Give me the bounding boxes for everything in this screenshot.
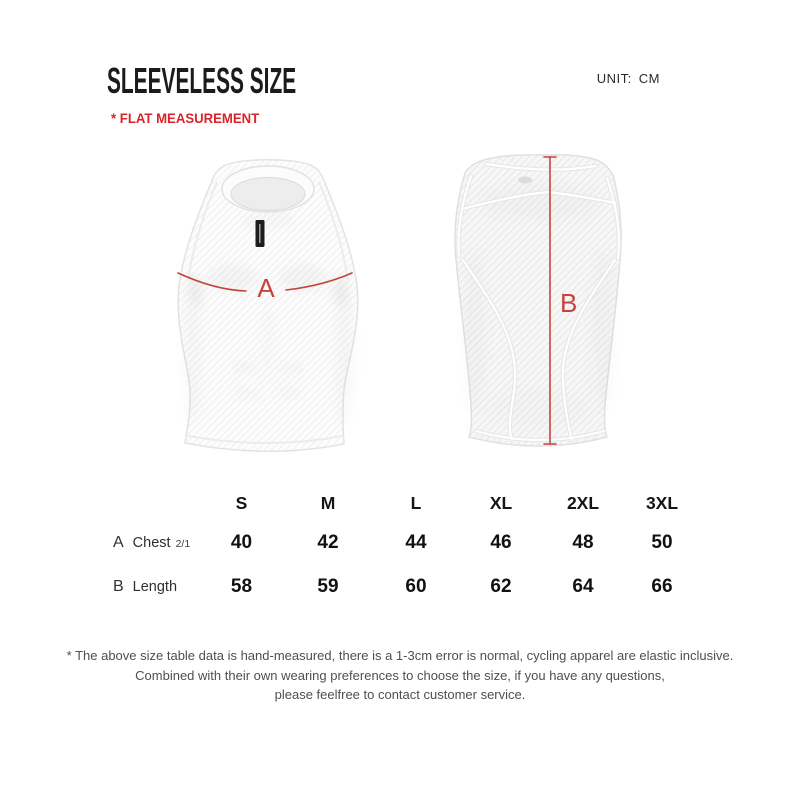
page-title-text: SLEEVELESS SIZE bbox=[107, 60, 297, 101]
row-name: Chest bbox=[132, 535, 171, 551]
size-column-header: 2XL bbox=[566, 492, 600, 513]
chest-value: 44 bbox=[405, 532, 427, 553]
disclaimer-line: please feelfree to contact customer service. bbox=[274, 687, 526, 702]
length-value: 62 bbox=[490, 575, 512, 597]
unit-indicator bbox=[560, 71, 660, 86]
size-column-header: L bbox=[410, 492, 422, 513]
back-logo-mark bbox=[518, 177, 532, 184]
length-value: 60 bbox=[405, 575, 427, 597]
chest-tag-icon bbox=[256, 220, 265, 247]
row-name: Length bbox=[132, 578, 178, 595]
row-suffix: 2/1 bbox=[175, 538, 191, 550]
size-column-header: S bbox=[235, 492, 248, 513]
chest-value: 40 bbox=[230, 532, 253, 553]
chest-value: 48 bbox=[572, 532, 594, 553]
chest-value: 50 bbox=[651, 532, 673, 553]
size-table-corner bbox=[105, 486, 200, 520]
length-value: 64 bbox=[572, 575, 594, 597]
back-vest-figure bbox=[455, 155, 621, 446]
disclaimer-line: * The above size table data is hand-measured, there is a 1-3cm error is normal, cycling apparel are elastic inclusive. bbox=[66, 648, 734, 663]
row-label-chest bbox=[105, 520, 200, 566]
length-value: 66 bbox=[651, 575, 673, 597]
chest-measure-label: A bbox=[257, 273, 275, 303]
length-value: 59 bbox=[317, 575, 339, 597]
chest-value: 42 bbox=[317, 532, 339, 553]
length-measure-label: B bbox=[560, 288, 578, 318]
size-column-header: M bbox=[320, 492, 336, 513]
chest-value: 46 bbox=[490, 532, 512, 553]
size-column-header: XL bbox=[489, 492, 513, 513]
size-column-header: 3XL bbox=[645, 492, 679, 513]
flat-measurement-note: * FLAT MEASUREMENT bbox=[111, 110, 260, 126]
unit-label: UNIT: bbox=[596, 71, 632, 86]
disclaimer bbox=[0, 646, 800, 705]
front-vest-figure bbox=[178, 160, 358, 452]
length-value: 58 bbox=[230, 575, 253, 597]
row-key: B bbox=[113, 577, 124, 595]
row-label-length bbox=[105, 566, 200, 607]
row-key: A bbox=[113, 534, 124, 551]
garment-measurement-diagram bbox=[0, 140, 800, 475]
front-collar-opening bbox=[231, 178, 305, 211]
page-title bbox=[107, 60, 297, 101]
unit-value: CM bbox=[638, 71, 660, 86]
disclaimer-line: Combined with their own wearing preferences to choose the size, if you have any questions, bbox=[135, 667, 665, 683]
size-table bbox=[105, 486, 701, 607]
